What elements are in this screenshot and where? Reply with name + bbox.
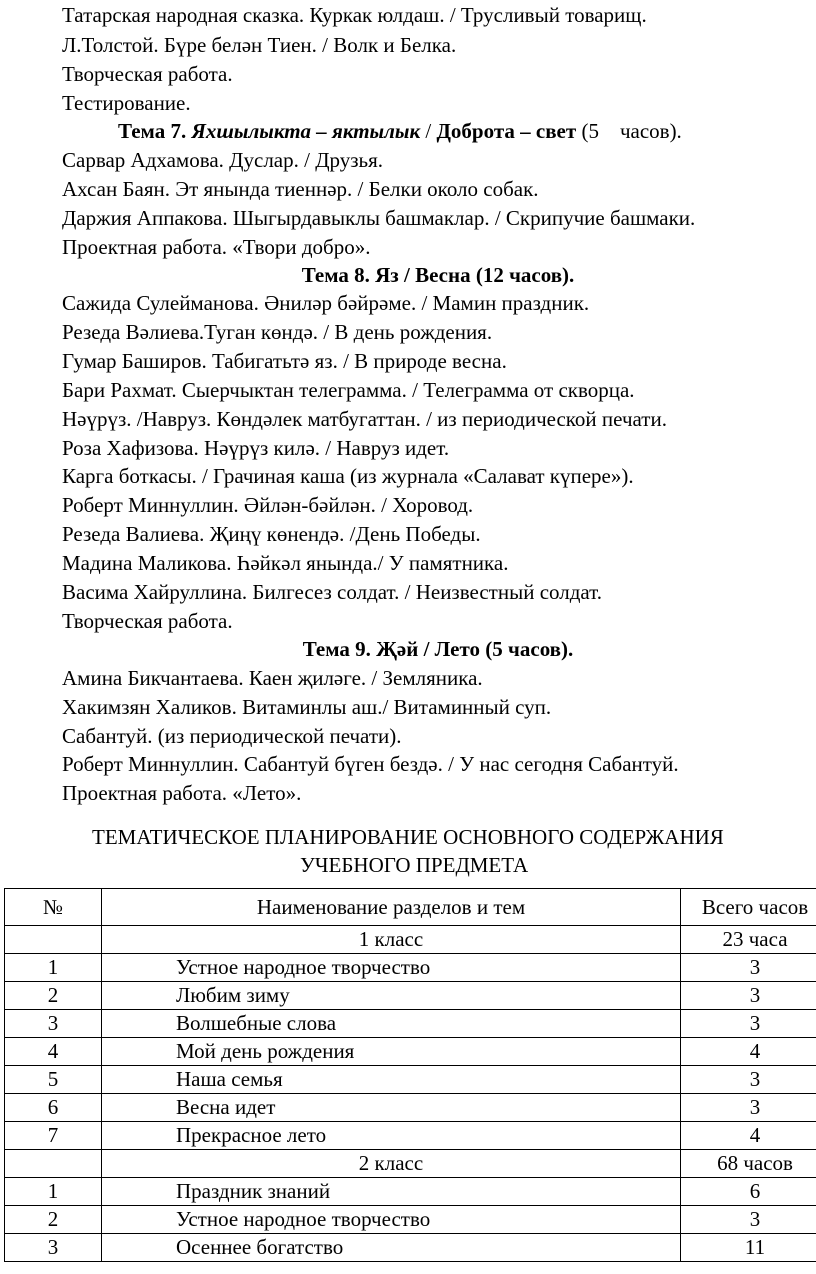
table-row	[5, 1178, 816, 1206]
table-row	[5, 1122, 816, 1150]
table-row	[5, 954, 816, 982]
topic7-label: Тема 7.	[118, 119, 187, 143]
text-line: Проектная работа. «Твори добро».	[62, 235, 371, 259]
row-topic: Мой день рождения	[102, 1038, 681, 1066]
text-line: Татарская народная сказка. Куркак юлдаш. / Трусливый товарищ.	[62, 3, 647, 27]
class-row	[5, 1150, 816, 1178]
row-number: 6	[5, 1094, 102, 1122]
text-line: Сарвар Адхамова. Дуслар. / Друзья.	[62, 148, 384, 172]
text-line: Резеда Валиева. Җиңү көнендә. /День Победы.	[62, 522, 481, 546]
row-topic: Весна идет	[102, 1094, 681, 1122]
row-topic: Прекрасное лето	[102, 1122, 681, 1150]
topic7-title-tat: Яхшылыкта – яктылык	[191, 119, 421, 143]
row-hours: 3	[681, 982, 816, 1010]
text-line: Мадина Маликова. Һәйкәл янында./ У памятника.	[62, 551, 509, 575]
row-topic: Праздник знаний	[102, 1178, 681, 1206]
topic7-heading	[118, 118, 682, 144]
table-row	[5, 1010, 816, 1038]
text-line: Нәүрүз. /Навруз. Көндәлек матбугаттан. / из периодической печати.	[62, 407, 667, 431]
row-number: 4	[5, 1038, 102, 1066]
plan-title: ТЕМАТИЧЕСКОЕ ПЛАНИРОВАНИЕ ОСНОВНОГО СОДЕРЖАНИЯ	[92, 825, 724, 849]
class-hours: 23 часа	[681, 926, 816, 954]
row-topic: Устное народное творчество	[102, 954, 681, 982]
col-name-header: Наименование разделов и тем	[102, 889, 681, 926]
row-hours: 3	[681, 1094, 816, 1122]
table-row	[5, 1038, 816, 1066]
row-number: 1	[5, 954, 102, 982]
row-number: 3	[5, 1234, 102, 1262]
topic8-heading: Тема 8. Яз / Весна (12 часов).	[301, 263, 575, 287]
text-line: Тестирование.	[62, 91, 191, 115]
row-hours: 3	[681, 1066, 816, 1094]
row-topic: Волшебные слова	[102, 1010, 681, 1038]
topic7-title-ru: Доброта – свет	[436, 119, 577, 143]
table-row	[5, 982, 816, 1010]
class-row	[5, 926, 816, 954]
text-line: Роберт Миннуллин. Әйлән-бәйлән. / Хоровод.	[62, 493, 474, 517]
row-number: 1	[5, 1178, 102, 1206]
topic7-sep: /	[420, 119, 437, 143]
table-header-row	[5, 889, 816, 926]
col-number-header: №	[5, 889, 102, 926]
row-topic: Наша семья	[102, 1066, 681, 1094]
text-line: Бари Рахмат. Сыерчыктан телеграмма. / Телеграмма от скворца.	[62, 378, 635, 402]
text-line: Хакимзян Халиков. Витаминлы аш./ Витаминный суп.	[62, 695, 552, 719]
row-number: 2	[5, 1206, 102, 1234]
topic7-hours: (5 часов).	[576, 119, 682, 143]
row-hours: 3	[681, 954, 816, 982]
planning-table	[4, 888, 816, 1262]
text-line: Творческая работа.	[62, 609, 233, 633]
row-number: 5	[5, 1066, 102, 1094]
class-name: 2 класс	[102, 1150, 681, 1178]
topic9-heading: Тема 9. Җәй / Лето (5 часов).	[302, 637, 574, 661]
row-topic: Устное народное творчество	[102, 1206, 681, 1234]
row-hours: 3	[681, 1010, 816, 1038]
text-line: Резеда Вәлиева.Туган көндә. / В день рождения.	[62, 320, 493, 344]
text-line: Карга боткасы. / Грачиная каша (из журнала «Салават күпере»).	[62, 464, 634, 488]
text-line: Сабантуй. (из периодической печати).	[62, 724, 402, 748]
row-topic: Осеннее богатство	[102, 1234, 681, 1262]
row-hours: 3	[681, 1206, 816, 1234]
class-hours: 68 часов	[681, 1150, 816, 1178]
text-line: Роберт Миннуллин. Сабантуй бүген бездә. / У нас сегодня Сабантуй.	[62, 752, 679, 776]
text-line: Сажида Сулейманова. Әниләр бәйрәме. / Мамин праздник.	[62, 291, 590, 315]
text-line: Амина Бикчантаева. Каен җиләге. / Земляника.	[62, 666, 483, 690]
row-hours: 4	[681, 1038, 816, 1066]
row-number: 3	[5, 1010, 102, 1038]
table-cell	[5, 926, 102, 954]
text-line: Проектная работа. «Лето».	[62, 781, 302, 805]
table-cell	[5, 1150, 102, 1178]
text-line: Л.Толстой. Бүре белән Тиен. / Волк и Белка.	[62, 33, 457, 57]
text-line: Даржия Аппакова. Шыгырдавыклы башмаклар. / Скрипучие башмаки.	[62, 206, 696, 230]
row-hours: 6	[681, 1178, 816, 1206]
table-row	[5, 1234, 816, 1262]
plan-subtitle: УЧЕБНОГО ПРЕДМЕТА	[300, 853, 529, 877]
table-row	[5, 1094, 816, 1122]
text-line: Ахсан Баян. Эт янында тиеннәр. / Белки около собак.	[62, 177, 539, 201]
table-row	[5, 1206, 816, 1234]
class-name: 1 класс	[102, 926, 681, 954]
col-hours-header: Всего часов	[681, 889, 816, 926]
text-line: Роза Хафизова. Нәүрүз килә. / Навруз идет.	[62, 436, 450, 460]
text-line: Гумар Баширов. Табигатьтә яз. / В природе весна.	[62, 349, 507, 373]
row-topic: Любим зиму	[102, 982, 681, 1010]
row-number: 2	[5, 982, 102, 1010]
table-row	[5, 1066, 816, 1094]
text-line: Васима Хайруллина. Билгесез солдат. / Неизвестный солдат.	[62, 580, 603, 604]
text-line: Творческая работа.	[62, 62, 233, 86]
row-number: 7	[5, 1122, 102, 1150]
row-hours: 4	[681, 1122, 816, 1150]
row-hours: 11	[681, 1234, 816, 1262]
